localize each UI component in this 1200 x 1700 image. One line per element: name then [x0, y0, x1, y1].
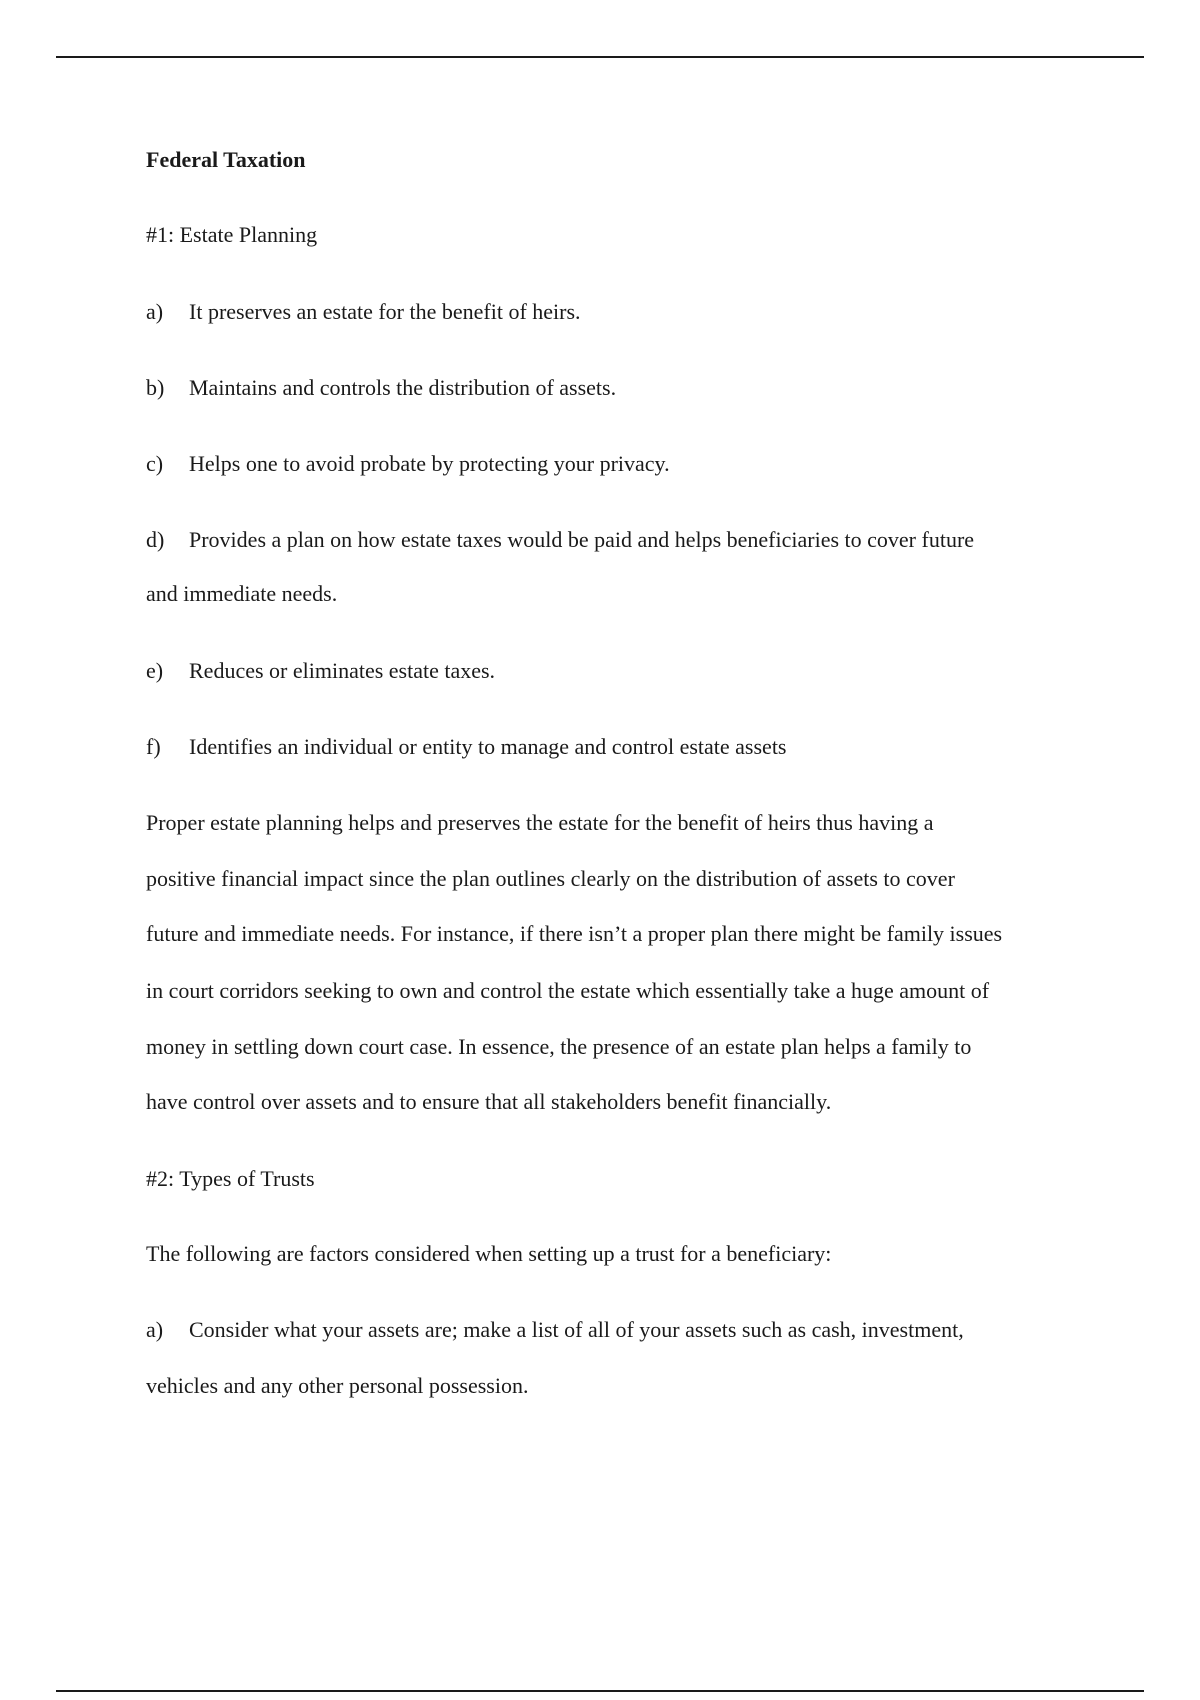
- list-item-text: Consider what your assets are; make a list of all of your assets such as cash, investment,: [189, 1317, 964, 1342]
- list-item: [146, 450, 670, 478]
- list-item-text: Reduces or eliminates estate taxes.: [189, 658, 496, 683]
- list-item-text: Helps one to avoid probate by protecting your privacy.: [189, 451, 670, 476]
- list-item-text: Provides a plan on how estate taxes would be paid and helps beneficiaries to cover future: [189, 527, 975, 552]
- paragraph-line: positive financial impact since the plan outlines clearly on the distribution of assets to cover: [146, 866, 955, 891]
- section-heading-types-of-trusts: #2: Types of Trusts: [146, 1166, 315, 1191]
- list-item: [146, 1316, 964, 1344]
- list-item-continuation: and immediate needs.: [146, 581, 338, 606]
- paragraph-line: money in settling down court case. In essence, the presence of an estate plan helps a family to: [146, 1034, 972, 1059]
- list-marker: a): [146, 1317, 164, 1342]
- list-item: [146, 526, 974, 554]
- list-item: [146, 374, 616, 402]
- list-item-text: Maintains and controls the distribution of assets.: [189, 375, 617, 400]
- list-item-text: Identifies an individual or entity to manage and control estate assets: [189, 734, 787, 759]
- list-marker: d): [146, 527, 165, 552]
- paragraph-line: in court corridors seeking to own and control the estate which essentially take a huge amount of: [146, 978, 990, 1003]
- bottom-divider: [56, 1690, 1144, 1692]
- section-intro: The following are factors considered when setting up a trust for a beneficiary:: [146, 1241, 832, 1266]
- list-item: [146, 298, 581, 326]
- paragraph-line: future and immediate needs. For instance, if there isn’t a proper plan there might be family issues: [146, 921, 1003, 946]
- list-item-continuation: vehicles and any other personal possession.: [146, 1373, 529, 1398]
- list-marker: a): [146, 299, 164, 324]
- list-item: [146, 733, 787, 761]
- list-item: [146, 657, 495, 685]
- list-item-text: It preserves an estate for the benefit of heirs.: [189, 299, 581, 324]
- list-marker: c): [146, 451, 164, 476]
- section-heading-estate-planning: #1: Estate Planning: [146, 222, 318, 247]
- document-title: Federal Taxation: [146, 147, 306, 172]
- list-marker: f): [146, 734, 161, 759]
- top-divider: [56, 56, 1144, 58]
- list-marker: e): [146, 658, 164, 683]
- paragraph-line: Proper estate planning helps and preserves the estate for the benefit of heirs thus having a: [146, 810, 934, 835]
- list-marker: b): [146, 375, 165, 400]
- paragraph-line: have control over assets and to ensure that all stakeholders benefit financially.: [146, 1089, 832, 1114]
